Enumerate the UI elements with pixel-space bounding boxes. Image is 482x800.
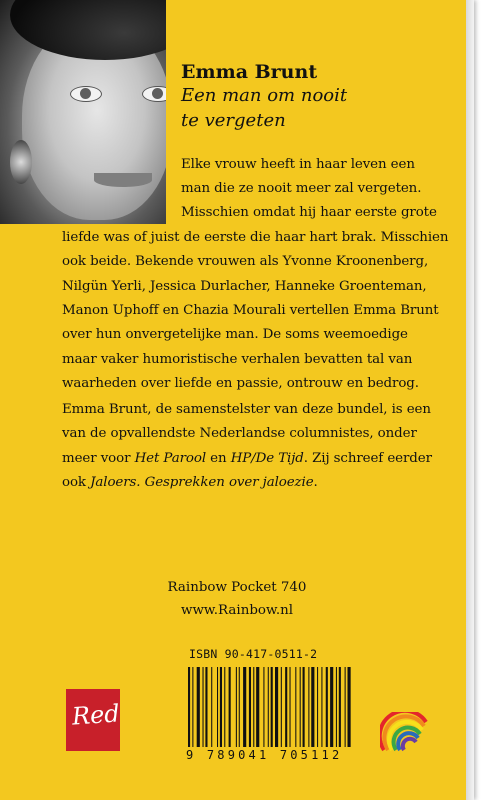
barcode-bar: [268, 667, 269, 747]
red-logo-text: Red: [71, 699, 121, 731]
barcode-bar: [229, 667, 231, 747]
red-imprint-logo: [66, 689, 120, 751]
barcode-bar: [236, 667, 237, 747]
barcode-bar: [243, 667, 246, 747]
barcode-bar: [290, 667, 291, 747]
rainbow-icon: [380, 712, 430, 752]
blurb-paragraph-2: [62, 398, 432, 496]
barcode-area: [186, 641, 406, 765]
barcode: [186, 667, 400, 747]
series-name: Rainbow Pocket 740: [167, 580, 307, 595]
barcode-bar: [281, 667, 282, 747]
barcode-bar: [295, 667, 296, 747]
blurb-line: maar vaker humoristische verhalen bevatten tal van: [62, 351, 413, 367]
left-eye: [70, 86, 102, 102]
text-run-italic: Jaloers. Gesprekken over jaloezie: [90, 475, 314, 491]
hat: [10, 0, 166, 60]
barcode-bar: [330, 667, 333, 747]
barcode-bar: [271, 667, 273, 747]
barcode-bar: [317, 667, 318, 747]
barcode-bar: [308, 667, 309, 747]
barcode-bar: [311, 667, 314, 747]
text-run: .: [313, 475, 318, 491]
author-name: Emma Brunt: [181, 61, 318, 83]
barcode-bar: [253, 667, 254, 747]
earring: [10, 140, 32, 184]
barcode-bar: [326, 667, 328, 747]
blurb-line: Manon Uphoff en Chazia Mourali vertellen Emma Brunt: [62, 303, 439, 319]
page-edge: [466, 0, 474, 800]
barcode-bar: [300, 667, 301, 747]
blurb-line: man die ze nooit meer zal vergeten.: [181, 181, 422, 196]
blurb-line: Emma Brunt, de samenstelster van deze bundel, is een: [62, 402, 431, 417]
text-run-italic: HP/De Tijd: [230, 450, 304, 466]
book-title-line-2: te vergeten: [181, 110, 286, 131]
barcode-bar: [211, 667, 212, 747]
barcode-bar: [336, 667, 337, 747]
barcode-bar: [197, 667, 200, 747]
barcode-bar: [224, 667, 225, 747]
barcode-bar: [345, 667, 346, 747]
blurb-line: van de opvallendste Nederlandse columnistes, onder: [62, 426, 417, 442]
barcode-bar: [220, 667, 222, 747]
blurb-first-line: [181, 153, 415, 177]
ean-number: 9 789041 705112: [186, 748, 343, 762]
book-title-line-1: Een man om nooit: [181, 85, 348, 106]
barcode-bar: [217, 667, 218, 747]
text-run: . Zij schreef eerder: [303, 450, 432, 466]
barcode-bar: [285, 667, 287, 747]
barcode-bar: [192, 667, 193, 747]
barcode-bar: [263, 667, 264, 747]
text-run: en: [206, 450, 231, 466]
barcode-bar: [205, 667, 207, 747]
text-run: ook: [62, 475, 91, 491]
barcode-bar: [303, 667, 305, 747]
barcode-bar: [188, 667, 190, 747]
barcode-bar: [321, 667, 322, 747]
barcode-bar: [275, 667, 278, 747]
blurb-line: waarheden over liefde en passie, ontrouw en bedrog.: [62, 376, 419, 392]
blurb-line: ook beide. Bekende vrouwen als Yvonne Kroonenberg,: [62, 254, 429, 270]
publisher-website: www.Rainbow.nl: [180, 603, 293, 618]
blurb-line: over hun onvergetelijke man. De soms weemoedige: [62, 327, 408, 343]
barcode-bar: [239, 667, 240, 747]
blurb-paragraph-1: [62, 177, 448, 397]
blurb-line: Elke vrouw heeft in haar leven een: [181, 157, 415, 172]
barcode-bar: [256, 667, 259, 747]
blurb-line: liefde was of juist de eerste die haar hart brak. Misschien: [62, 229, 449, 245]
blurb-line: Misschien omdat hij haar eerste grote: [181, 205, 437, 221]
blurb-line: [62, 447, 432, 471]
barcode-bar: [249, 667, 251, 747]
isbn-label: ISBN 90-417-0511-2: [189, 647, 318, 661]
barcode-bar: [203, 667, 204, 747]
barcode-bar: [348, 667, 351, 747]
barcode-bar: [339, 667, 341, 747]
blurb-line: Nilgün Yerli, Jessica Durlacher, Hanneke Groenteman,: [62, 278, 427, 294]
text-run-italic: Het Parool: [134, 450, 207, 466]
text-run: meer voor: [62, 450, 135, 466]
right-eye: [142, 86, 166, 102]
blurb-line: [62, 471, 432, 495]
